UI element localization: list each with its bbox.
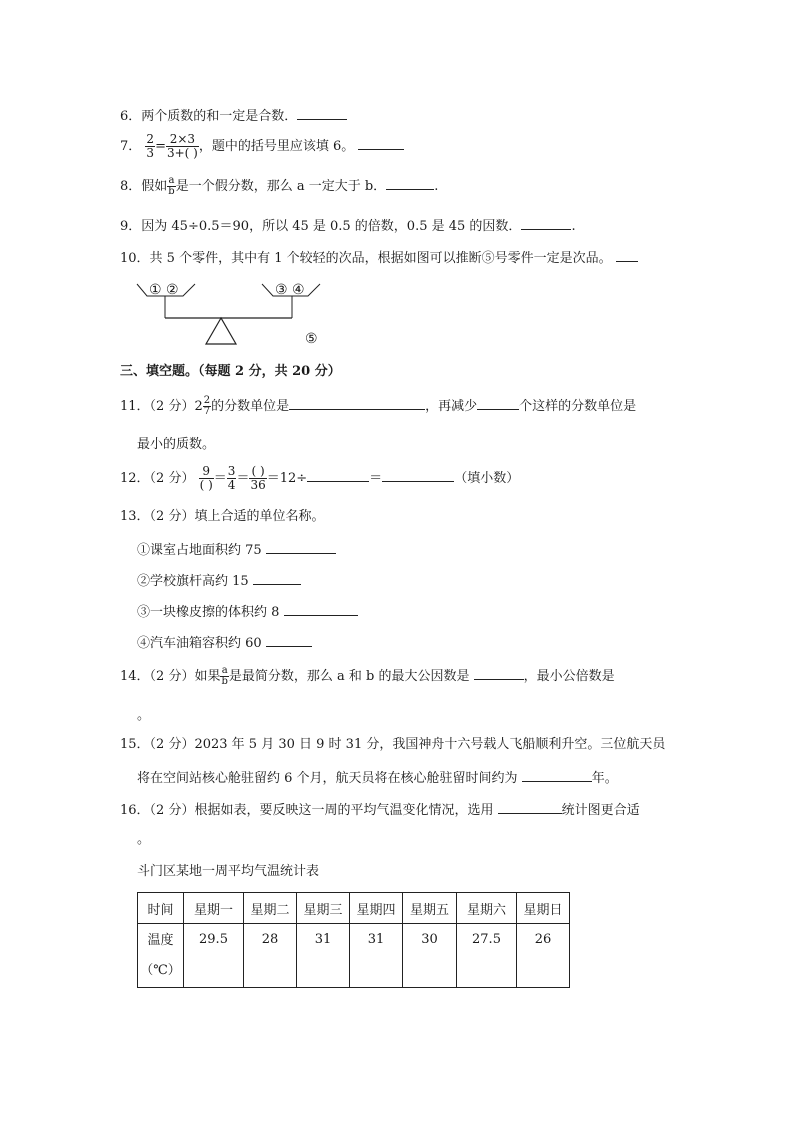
answer-blank[interactable] [522,769,592,782]
question-10: 10．共 5 个零件，其中有 1 个较轻的次品，根据如图可以推断⑤号零件一定是次品。 [120,249,638,267]
question-12: 12．（2 分） $\frac{9}{( )}$ ＝ $\frac{3}{4}$ ＝ $\frac{( )}{36}$ ＝12÷ ＝ （填小数） [120,464,520,492]
question-15-cont: 将在空间站核心舱驻留约 6 个月，航天员将在核心舱驻留时间约为 年。 [137,771,618,786]
table-caption: 斗门区某地一周平均气温统计表 [137,864,320,879]
left-pan-parts: ① ② [149,282,179,298]
table-cell: 星期二 [244,893,297,924]
table-cell: 星期日 [517,893,570,924]
answer-blank[interactable] [289,397,425,410]
fulcrum-triangle [206,318,236,344]
section-title: 三、填空题。（每题 2 分，共 20 分） [120,364,341,379]
question-14: 14．（2 分）如果 $\frac{a}{b}$ 是最简分数，那么 a 和 b 的最大公因数是 ，最小公倍数是 [120,665,615,687]
table-row [138,893,570,924]
fraction: $\frac{2}{7}$ [203,395,211,417]
table-cell: 星期六 [457,893,517,924]
table-cell: 27.5 [457,924,517,988]
answer-blank[interactable] [382,469,454,482]
answer-blank[interactable] [477,397,519,410]
question-15: 15．（2 分）2023 年 5 月 30 日 9 时 31 分，我国神舟十六号载人飞船顺利升空。三位航天员 [120,737,666,752]
answer-blank[interactable] [521,217,571,230]
table-cell: 星期一 [184,893,244,924]
fraction: $\frac{2\times 3}{3+( )}$ [166,132,198,160]
answer-blank[interactable] [266,541,336,554]
answer-blank[interactable] [284,603,358,616]
header-label: 时间 [138,893,184,924]
table-cell: 29.5 [184,924,244,988]
question-13: 13．（2 分）填上合适的单位名称。 [120,509,325,524]
table-cell: 30 [403,924,457,988]
table-cell: 星期三 [297,893,350,924]
right-pan-parts: ③ ④ [275,282,305,298]
fraction: $\frac{9}{( )}$ [199,464,213,492]
table-cell: 星期五 [403,893,457,924]
table-cell: 28 [244,924,297,988]
q13-item: ①课室占地面积约 75 [137,541,336,559]
answer-blank[interactable] [297,107,347,120]
table-row [138,924,570,988]
question-8: 8．假如 $\frac{a}{b}$ 是一个假分数，那么 a 一定大于 b． . [120,175,439,197]
fraction: $\frac{3}{4}$ [227,464,236,492]
q13-item: ④汽车油箱容积约 60 [137,634,312,652]
question-11: 11．（2 分）2 $\frac{2}{7}$ 的分数单位是 ，再减少 个这样的分数单位是 [120,395,637,417]
q13-item: ②学校旗杆高约 15 [137,572,301,590]
fraction: $\frac{a}{b}$ [168,175,175,197]
table-cell: 26 [517,924,570,988]
answer-blank[interactable] [386,177,434,190]
question-11-cont: 最小的质数。 [137,437,216,452]
fraction: $\frac{2}{3}$ [146,132,155,160]
answer-blank[interactable] [266,634,312,647]
answer-blank[interactable] [498,801,562,814]
temperature-table [137,892,570,988]
question-14-cont: 。 [137,708,151,723]
question-9: 9．因为 45÷0.5＝90，所以 45 是 0.5 的倍数，0.5 是 45 的因数． . [120,219,576,234]
answer-blank[interactable] [358,137,404,150]
fraction: $\frac{a}{b}$ [221,665,228,687]
table-cell: 31 [350,924,403,988]
question-16-cont: 。 [137,832,151,847]
row-label: 温度 （℃） [138,924,184,988]
answer-blank[interactable] [474,667,524,680]
question-16: 16．（2 分）根据如表，要反映这一周的平均气温变化情况，选用 统计图更合适 [120,803,640,818]
answer-blank[interactable] [616,249,638,262]
table-cell: 星期四 [350,893,403,924]
fraction: $\frac{( )}{36}$ [250,464,266,492]
answer-blank[interactable] [253,572,301,585]
q13-item: ③一块橡皮擦的体积约 8 [137,603,358,621]
table-cell: 31 [297,924,350,988]
loose-part: ⑤ [305,331,318,347]
question-7: 7． $\frac{2}{3}$ = $\frac{2\times 3}{3+( )}$ ，题中的括号里应该填 6。 [120,132,404,162]
answer-blank[interactable] [307,469,369,482]
question-6: 6．两个质数的和一定是合数． [120,107,347,125]
